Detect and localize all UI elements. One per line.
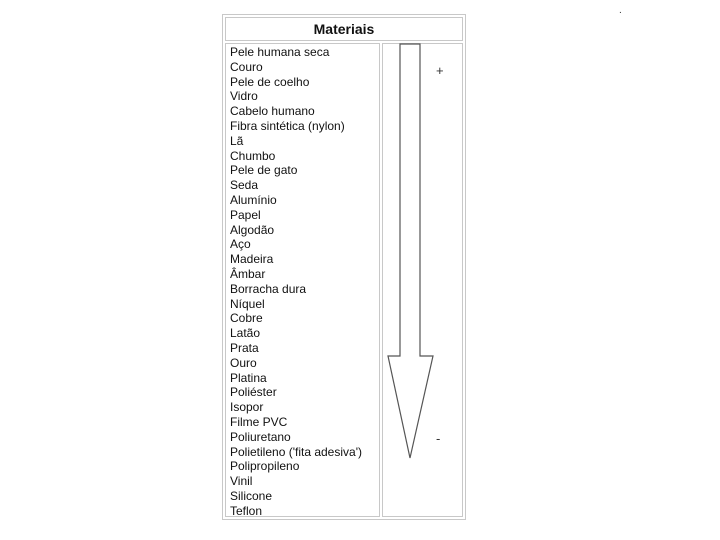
list-item: Polietileno ('fita adesiva') bbox=[230, 444, 362, 459]
list-item: Platina bbox=[230, 370, 267, 385]
table-header: Materiais bbox=[225, 17, 463, 41]
list-item: Couro bbox=[230, 59, 263, 74]
list-item: Chumbo bbox=[230, 148, 276, 163]
list-item: Alumínio bbox=[230, 192, 277, 207]
list-item: Latão bbox=[230, 326, 261, 341]
list-item: Cabelo humano bbox=[230, 104, 315, 119]
list-item: Teflon bbox=[230, 503, 263, 518]
list-item: Madeira bbox=[230, 252, 274, 267]
list-item: Poliuretano bbox=[230, 429, 291, 444]
list-item: Pele humana seca bbox=[230, 45, 330, 59]
list-item: Cobre bbox=[230, 311, 263, 326]
corner-mark: . bbox=[619, 5, 622, 16]
list-item: Algodão bbox=[230, 222, 275, 237]
list-item: Níquel bbox=[230, 296, 265, 311]
list-item: Seda bbox=[230, 178, 259, 193]
list-item: Poliéster bbox=[230, 385, 277, 400]
list-item: Ouro bbox=[230, 355, 257, 370]
list-item: Isopor bbox=[230, 400, 264, 415]
arrow-shape bbox=[388, 44, 433, 458]
list-item: Lã bbox=[230, 133, 244, 148]
list-item: Fibra sintética (nylon) bbox=[230, 118, 345, 133]
list-item: Borracha dura bbox=[230, 281, 307, 296]
list-item: Pele de coelho bbox=[230, 74, 310, 89]
list-item: Vidro bbox=[230, 89, 258, 104]
list-item: Silicone bbox=[230, 488, 273, 503]
list-item: Vinil bbox=[230, 474, 253, 489]
list-item: Papel bbox=[230, 207, 261, 222]
list-item: Pele de gato bbox=[230, 163, 298, 178]
plus-sign: + bbox=[436, 63, 444, 78]
list-item: Âmbar bbox=[230, 266, 266, 281]
list-item: Aço bbox=[230, 237, 251, 252]
list-item: Filme PVC bbox=[230, 414, 288, 429]
list-item: Prata bbox=[230, 340, 259, 355]
list-item: Polipropileno bbox=[230, 459, 300, 474]
minus-sign: - bbox=[436, 431, 441, 446]
